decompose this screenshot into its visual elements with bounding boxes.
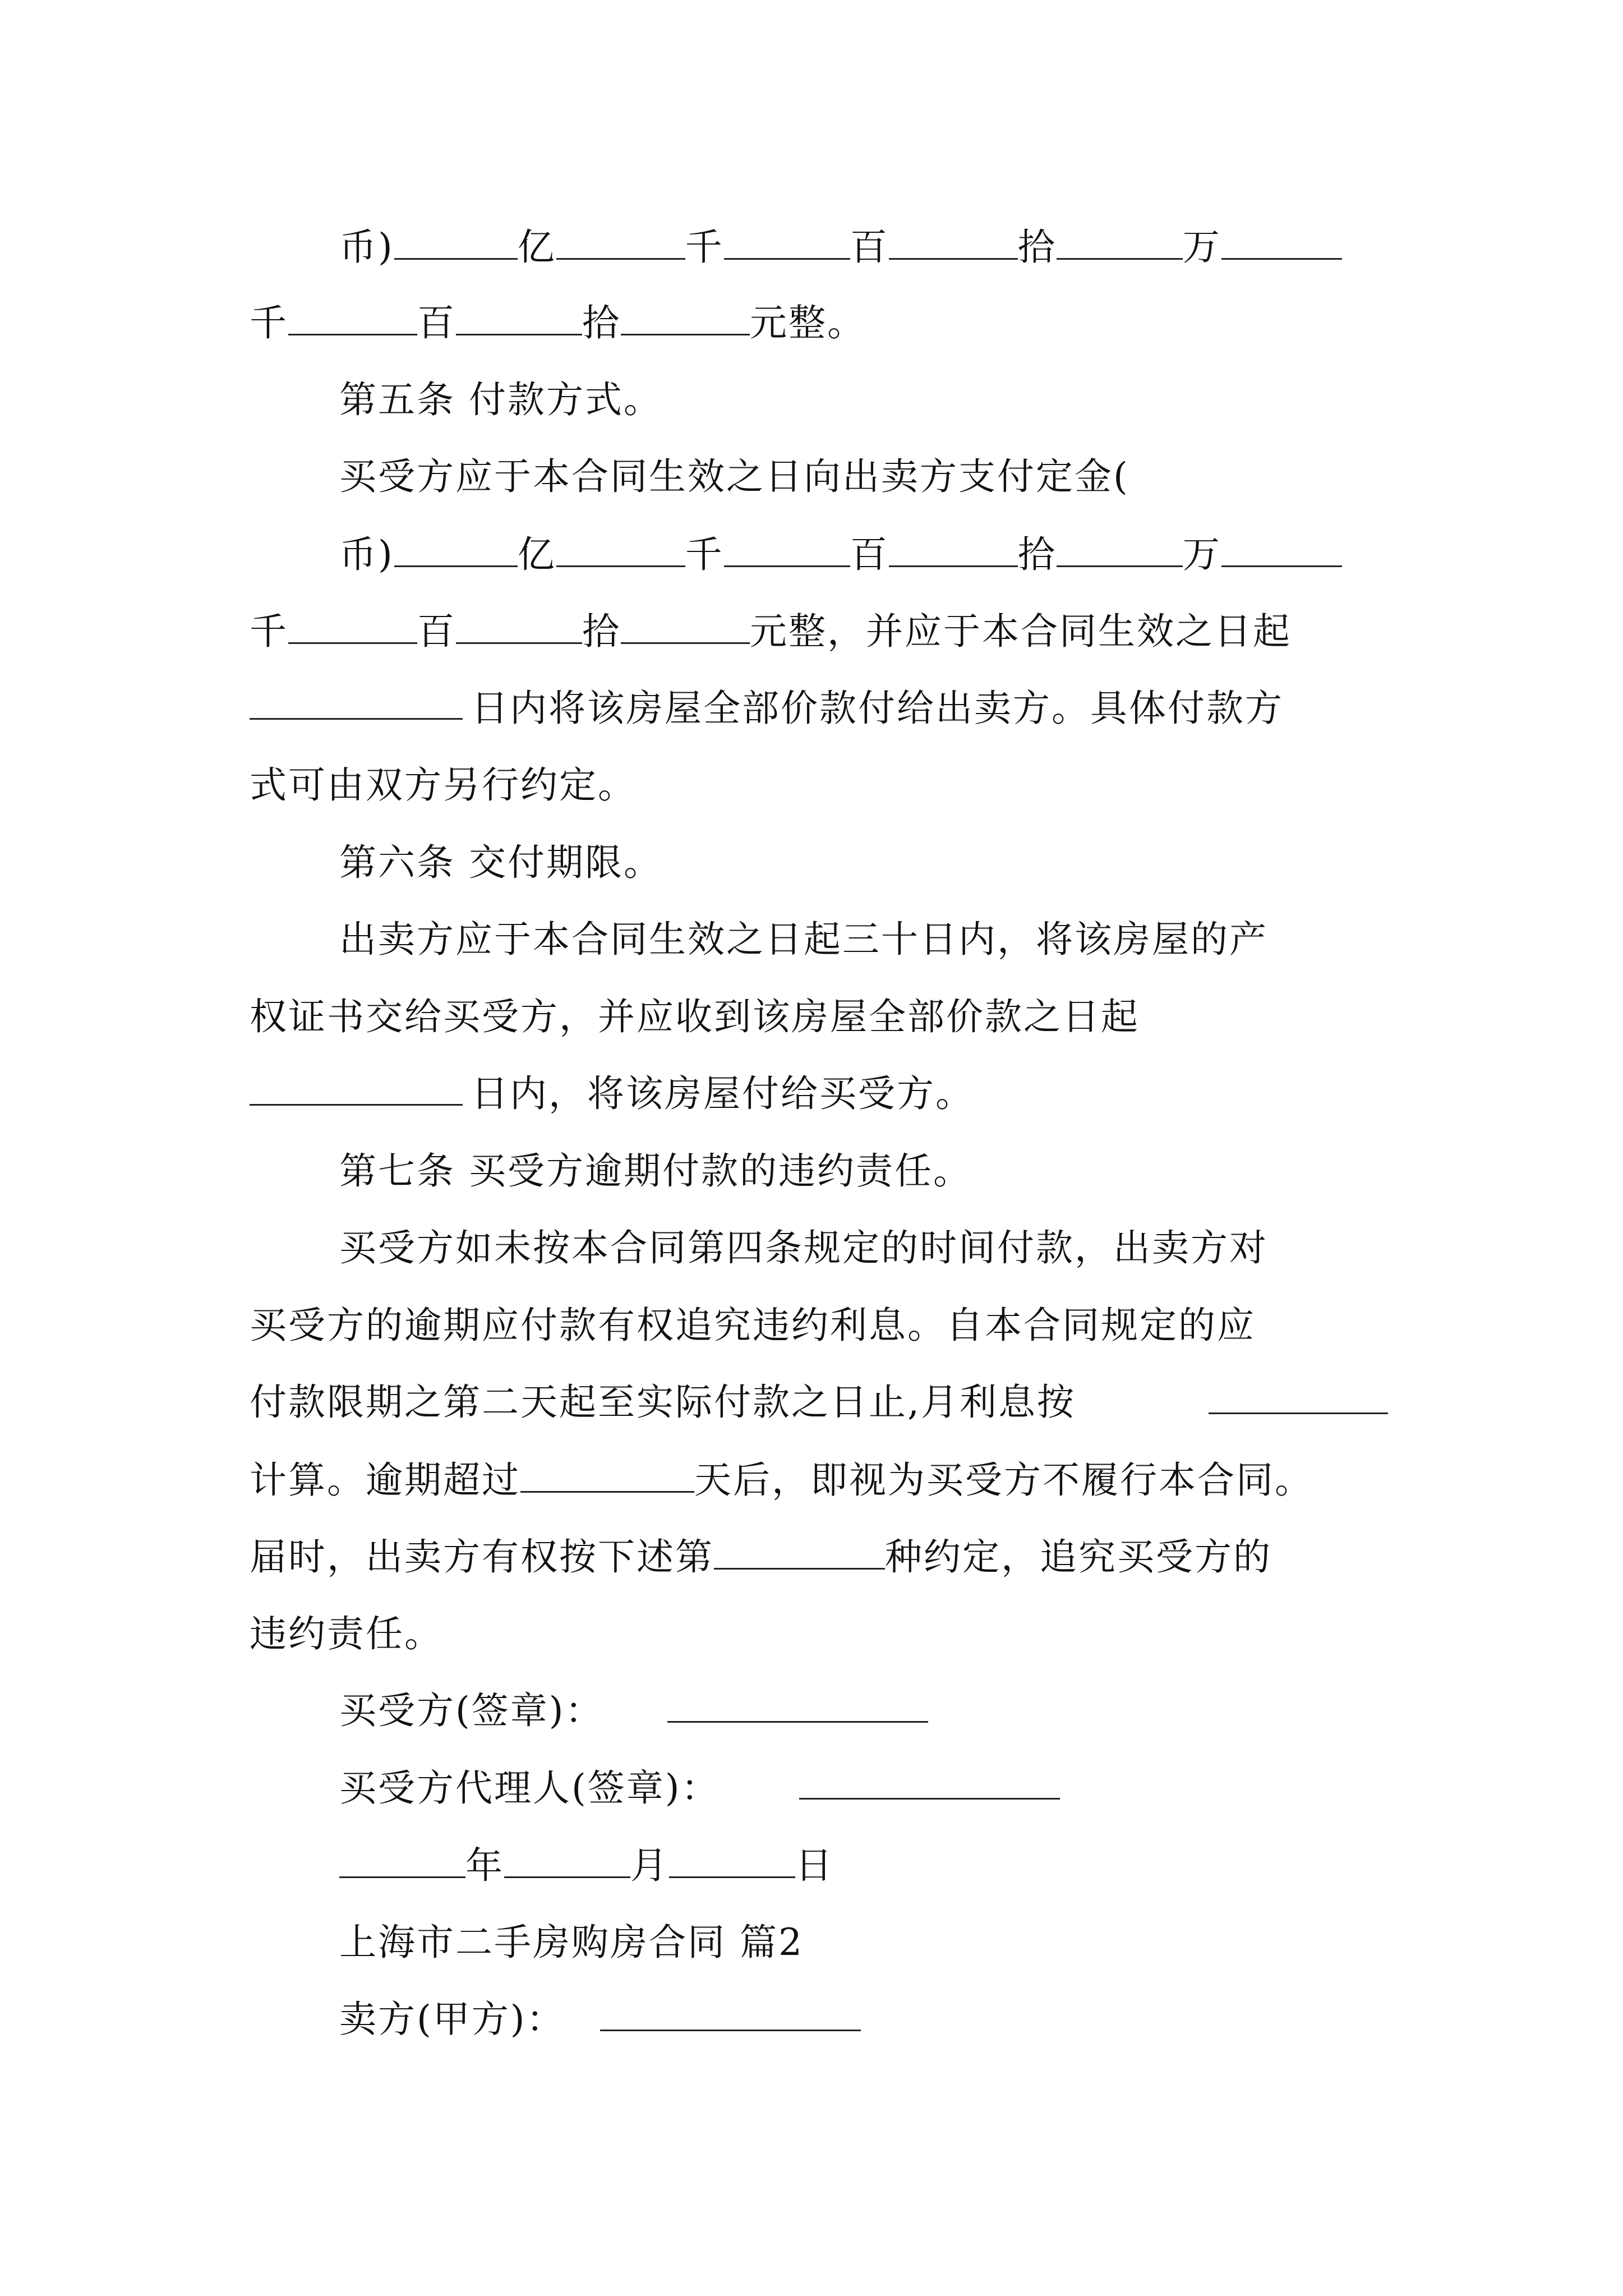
amount-line-2 [250,295,866,351]
blank-field [339,1837,465,1878]
article-5-line-5: 式可由双方另行约定。 [250,763,637,807]
text-bai: 百 [850,226,889,269]
agent-signature-label: 买受方代理人(签章)： [339,1766,720,1810]
blank-field [456,603,582,644]
article-6-line-2: 权证书交给买受方，并应收到该房屋全部价款之日起 [250,995,1140,1038]
blank-field [621,295,750,335]
text-bai: 百 [850,533,889,576]
blank-field [456,295,582,335]
blank-field [669,1837,795,1878]
text-month: 月 [630,1844,669,1887]
blank-field [250,718,463,720]
signature-date [339,1837,834,1893]
text-shi: 拾 [1017,533,1057,576]
text-qian: 千 [250,610,288,653]
blank-field [621,603,750,644]
buyer-signature-field [667,1721,928,1723]
text-qian: 千 [685,226,724,269]
article-5-line-4: 日内将该房屋全部价款付给出卖方。具体付款方 [471,687,1284,730]
article-6-title: 第六条 交付期限。 [339,841,662,884]
blank-field [889,219,1018,260]
text-yuanzheng: 元整。 [750,301,866,344]
blank-field [714,1529,885,1570]
blank-field [889,526,1018,567]
article-7-line-2: 买受方的逾期应付款有权追究违约利息。自本合同规定的应 [250,1304,1256,1347]
article-7-line-3: 付款限期之第二天起至实际付款之日止,月利息按 [250,1381,1076,1424]
text-segment: 计算。逾期超过 [250,1458,520,1502]
article-6-line-3: 日内，将该房屋付给买受方。 [471,1072,974,1115]
text-segment: 种约定，追究买受方的 [885,1535,1272,1579]
text-day: 日 [795,1844,834,1887]
blank-field [504,1837,630,1878]
seller-field [600,2030,861,2031]
article-5-amount-line-2 [250,603,1292,659]
text-wan: 万 [1182,226,1221,269]
amount-line-1 [339,219,1342,275]
article-7-line-1: 买受方如未按本合同第四条规定的时间付款，出卖方对 [339,1226,1268,1269]
blank-field [724,526,850,567]
text-year: 年 [465,1844,504,1887]
buyer-signature-label: 买受方(签章)： [339,1689,604,1732]
blank-field [1221,219,1342,260]
blank-field [1209,1412,1388,1414]
article-7-line-6: 违约责任。 [250,1612,443,1655]
blank-field [1221,526,1342,567]
article-5-line-1: 买受方应于本合同生效之日向出卖方支付定金( [339,455,1129,498]
text-qian: 千 [685,533,724,576]
article-5-amount-line-1 [339,526,1342,582]
article-5-title: 第五条 付款方式。 [339,378,662,421]
blank-field [394,526,518,567]
text-qian: 千 [250,301,288,344]
article-7-title: 第七条 买受方逾期付款的违约责任。 [339,1149,972,1193]
blank-field [1057,526,1183,567]
blank-field [394,219,518,260]
article-7-line-4 [250,1452,1313,1508]
seller-label: 卖方(甲方)： [339,1998,565,2041]
text-yuanzheng-clause: 元整，并应于本合同生效之日起 [750,610,1292,653]
text-bai: 百 [417,301,456,344]
text-segment: 届时，出卖方有权按下述第 [250,1535,714,1579]
text-bi: 币) [339,226,394,269]
blank-field [520,1452,694,1493]
blank-field [724,219,850,260]
text-yi: 亿 [517,533,556,576]
text-shi: 拾 [582,301,621,344]
blank-field [1057,219,1183,260]
text-yi: 亿 [517,226,556,269]
article-7-line-5 [250,1529,1272,1585]
text-segment: 天后，即视为买受方不履行本合同。 [694,1458,1313,1502]
text-bi: 币) [339,533,394,576]
agent-signature-field [799,1798,1060,1800]
article-6-line-1: 出卖方应于本合同生效之日起三十日内，将该房屋的产 [339,918,1268,961]
blank-field [288,603,417,644]
section-title-part-2: 上海市二手房购房合同 篇2 [339,1921,804,1964]
blank-field [288,295,417,335]
text-shi: 拾 [1017,226,1057,269]
text-shi: 拾 [582,610,621,653]
blank-field [556,219,685,260]
text-bai: 百 [417,610,456,653]
blank-field [556,526,685,567]
text-wan: 万 [1182,533,1221,576]
blank-field [250,1104,463,1106]
